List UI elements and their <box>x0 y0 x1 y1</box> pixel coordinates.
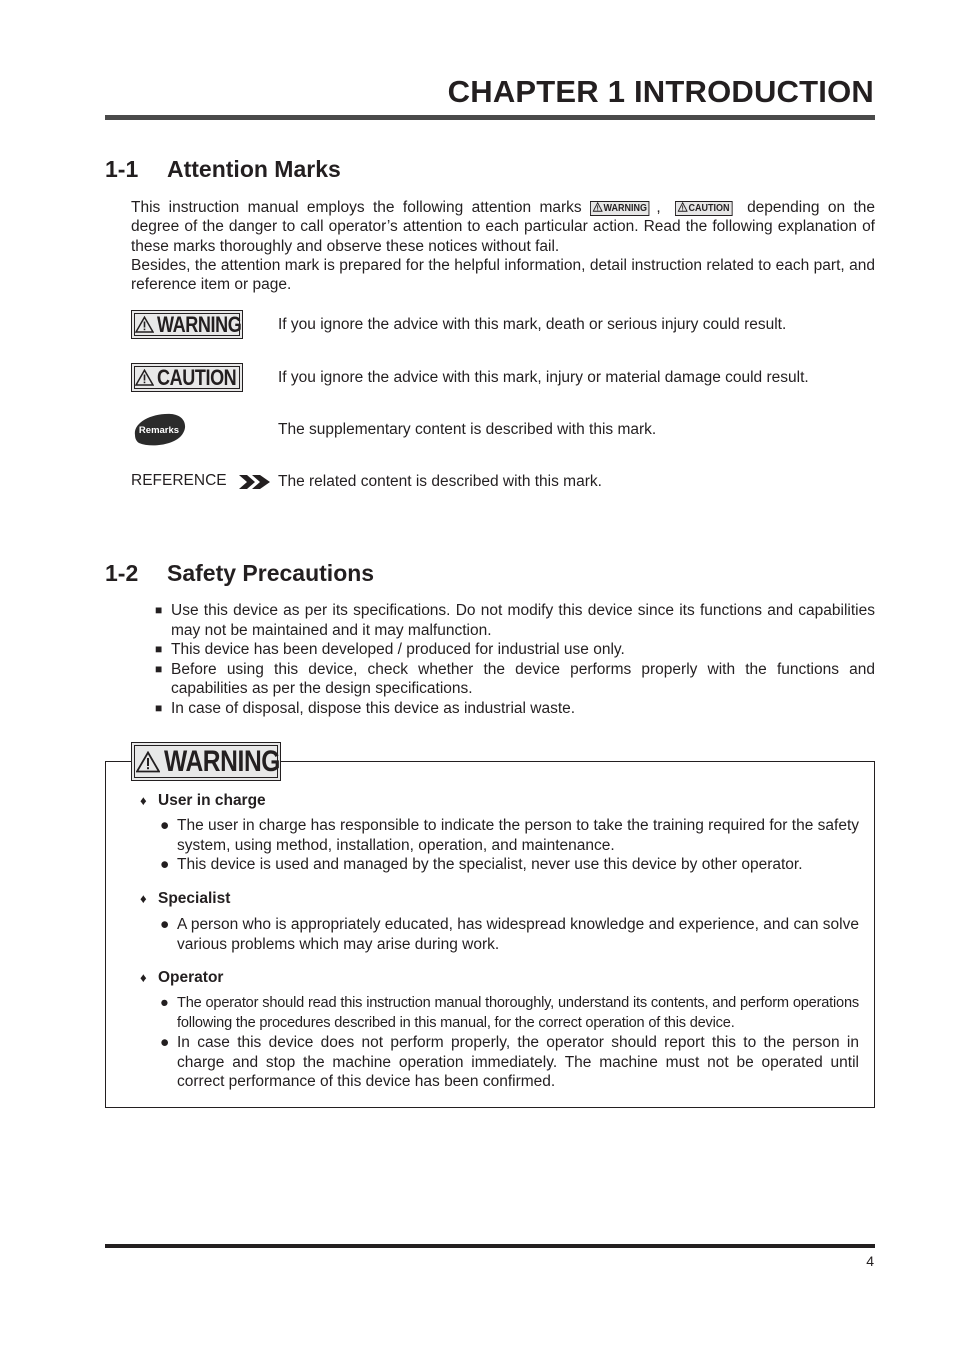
square-bullet-icon: ■ <box>155 700 163 715</box>
remarks-badge-icon <box>131 411 187 447</box>
section-heading-safety-precautions <box>105 560 374 587</box>
group-title-specialist: ♦ Specialist <box>140 890 231 907</box>
specialist-list <box>160 915 859 954</box>
list-item: ■ In case of disposal, dispose this device as industrial waste. <box>155 699 576 717</box>
square-bullet-icon: ■ <box>155 642 163 656</box>
chapter-title: CHAPTER 1 INTRODUCTION <box>447 74 874 109</box>
round-bullet-icon: ● <box>160 817 170 834</box>
diamond-bullet-icon: ♦ <box>140 970 147 985</box>
warning-mini-mark: WARNING <box>590 201 650 216</box>
caution-triangle-icon <box>678 202 688 212</box>
remarks-description: The supplementary content is described with this mark. <box>278 421 657 438</box>
list-item: ■ Before using this device, check whether the device performs properly with the functions and capabilities as per the design specifications. <box>155 660 875 697</box>
warning-mark-label: WARNING <box>157 311 242 337</box>
list-item: ■ This device has been developed / produced for industrial use only. <box>155 641 625 658</box>
caution-description: If you ignore the advice with this mark, injury or material damage could result. <box>278 369 809 386</box>
reference-description: The related content is described with this mark. <box>278 473 602 490</box>
warning-description: If you ignore the advice with this mark, death or serious injury could result. <box>278 316 787 333</box>
caution-mark-label: CAUTION <box>157 364 237 390</box>
section-heading-attention-marks <box>105 156 341 183</box>
section-title: Safety Precautions <box>167 560 375 586</box>
list-item: ● A person who is appropriately educated, has widespread knowledge and experience, and can solve various problems which may arise during work. <box>160 916 859 953</box>
header-rule <box>105 115 875 120</box>
diamond-bullet-icon: ♦ <box>140 891 147 906</box>
square-bullet-icon: ■ <box>155 603 163 617</box>
intro-separator: , <box>656 199 661 216</box>
round-bullet-icon: ● <box>160 995 169 1011</box>
section-title: Attention Marks <box>167 156 341 182</box>
intro-text-3: Besides, the attention mark is prepared for the helpful information, detail instruction related to each part, and reference item or page. <box>131 256 875 294</box>
warning-box-label: WARNING <box>164 744 281 778</box>
group-title-user-in-charge: ♦ User in charge <box>140 792 266 809</box>
page-number: 4 <box>866 1253 874 1269</box>
list-item: ● In case this device does not perform properly, the operator should report this to the person in charge and stop the machine operation immediately. The machine must not be operated until correct performance of this device has been confirmed. <box>160 1034 859 1090</box>
caution-mini-mark: CAUTION <box>675 201 732 216</box>
reference-label: REFERENCE <box>131 472 227 489</box>
section-number: 1-1 <box>105 156 139 182</box>
svg-text:Remarks: Remarks <box>138 425 180 436</box>
footer-rule <box>105 1244 875 1248</box>
warning-box-header <box>131 742 281 781</box>
warning-triangle-icon <box>593 202 603 212</box>
precautions-list <box>155 601 875 718</box>
intro-paragraph <box>131 198 875 294</box>
list-item: ■ Use this device as per its specifications. Do not modify this device since its functions and capabilities may not be maintained and it may malfunction. <box>155 602 875 639</box>
round-bullet-icon: ● <box>160 1034 170 1051</box>
round-bullet-icon: ● <box>160 916 170 933</box>
group-title-operator: ♦ Operator <box>140 969 224 986</box>
user-in-charge-list <box>160 816 859 875</box>
warning-mark <box>131 310 243 339</box>
caution-mark <box>131 363 243 392</box>
intro-text-1: This instruction manual employs the following attention marks <box>131 199 582 216</box>
diamond-bullet-icon: ♦ <box>140 793 147 808</box>
section-number: 1-2 <box>105 560 139 586</box>
square-bullet-icon: ■ <box>155 661 163 676</box>
operator-list <box>160 994 859 1092</box>
list-item: ● The operator should read this instruction manual thoroughly, understand its contents, and perform operations following the procedures described in this manual, for the correct operation of this device. <box>160 995 859 1031</box>
list-item: ● The user in charge has responsible to indicate the person to take the training required for the safety system, using method, installation, operation, and maintenance. <box>160 817 859 854</box>
round-bullet-icon: ● <box>160 856 170 873</box>
list-item: ● This device is used and managed by the specialist, never use this device by other operator. <box>160 856 803 873</box>
reference-arrow-icon <box>238 474 272 490</box>
intro-text-2: depending on the degree of the danger to call operator’s attention to each particular action. Read the following explanation of these marks thoroughly and observe these notices without fail. <box>131 199 876 255</box>
